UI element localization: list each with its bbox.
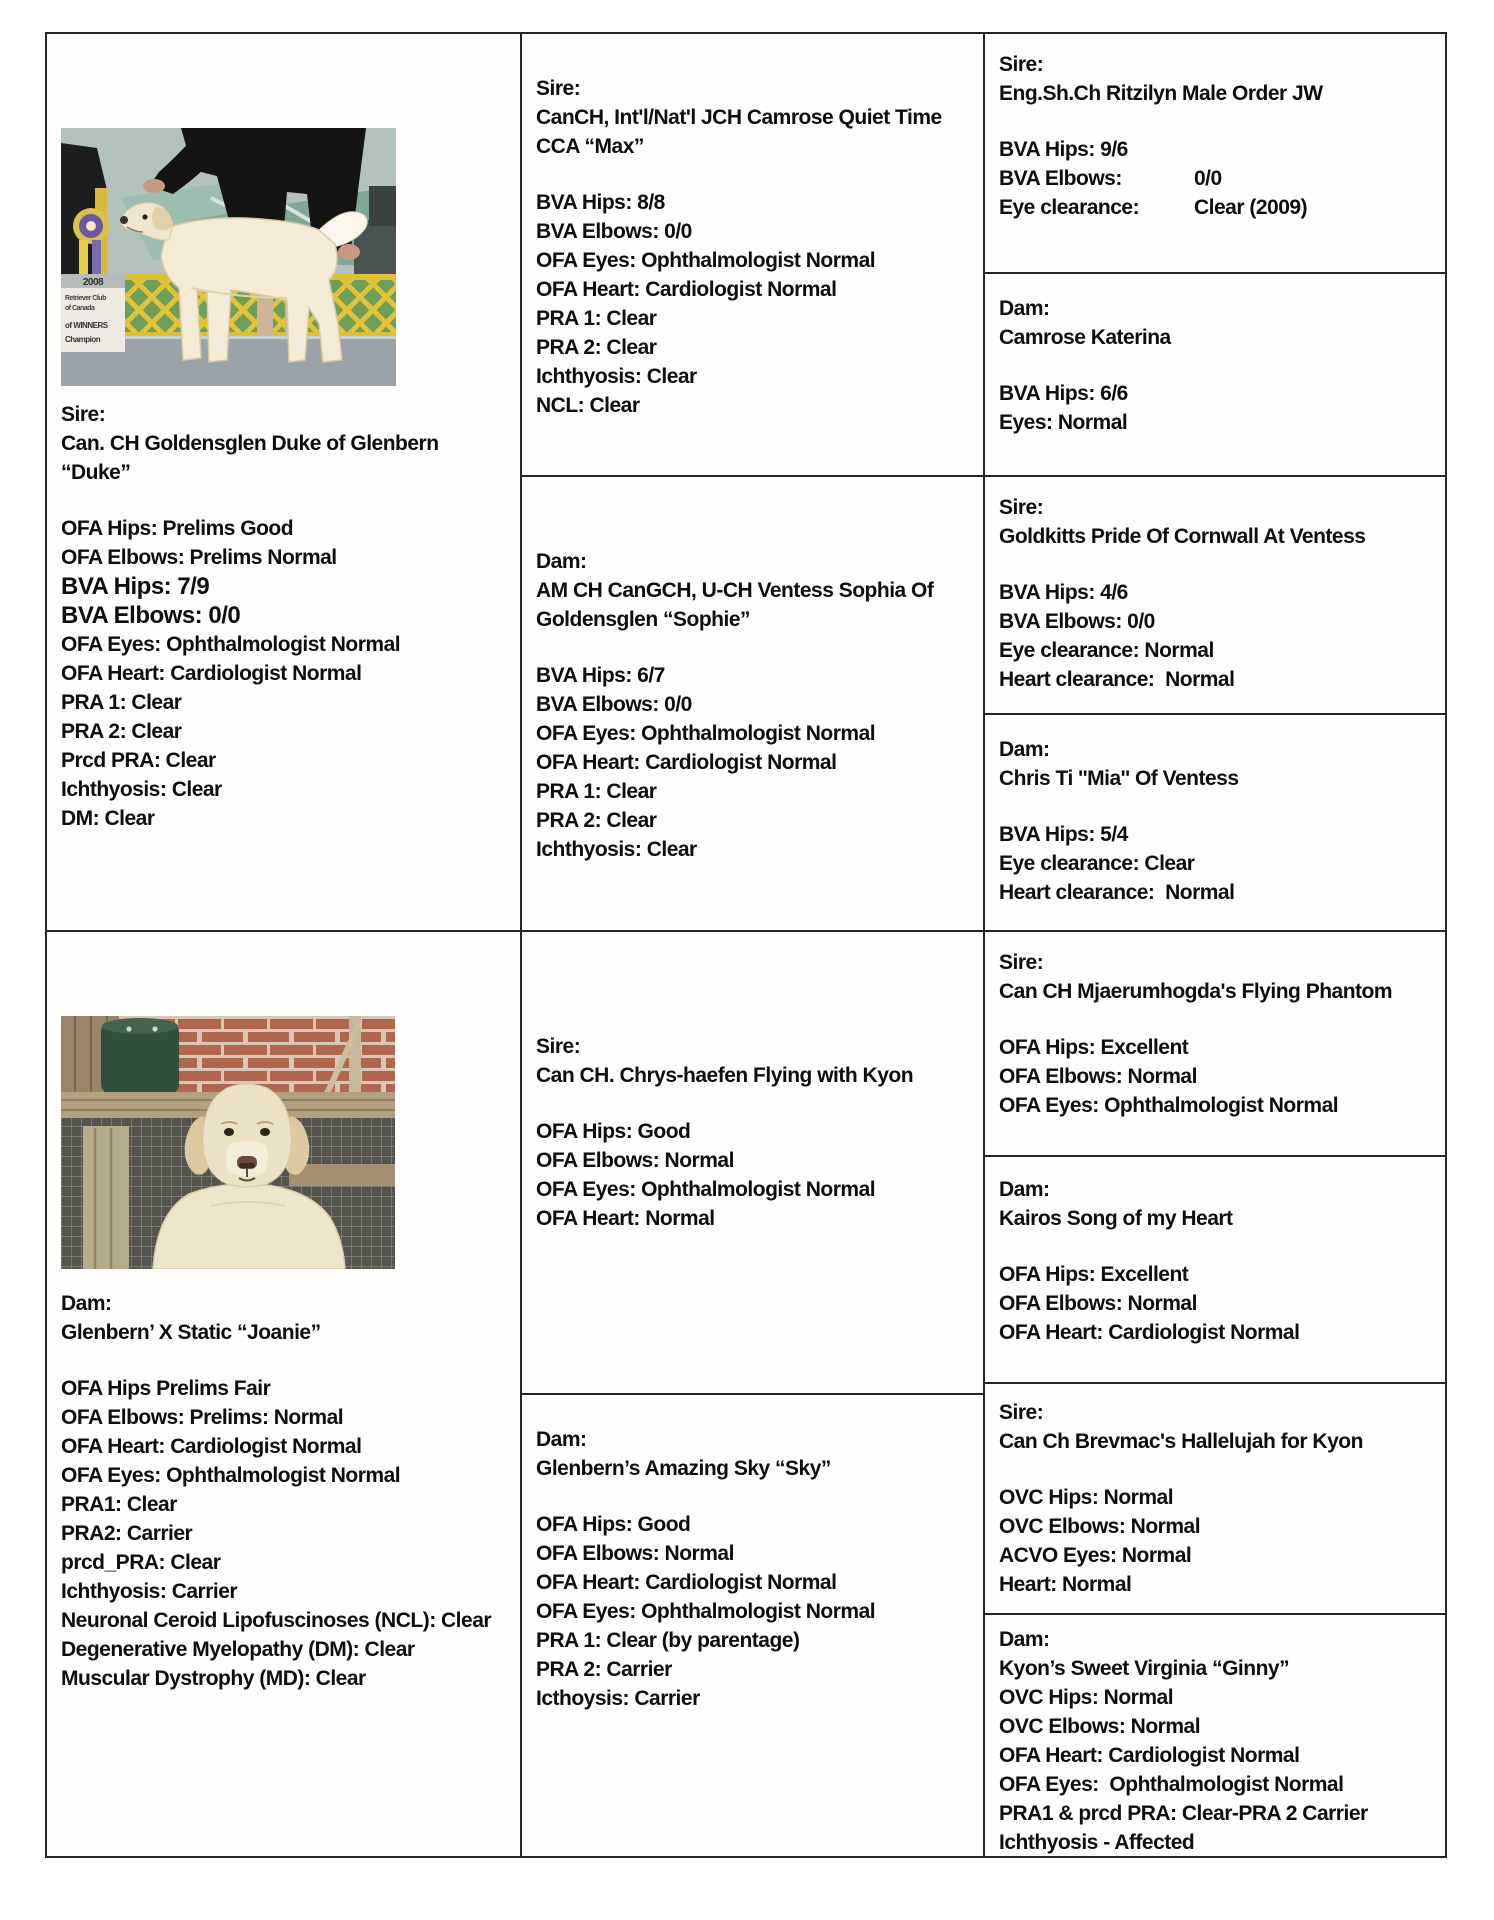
clearance-line: OFA Heart: Cardiologist Normal <box>536 751 837 774</box>
spacer <box>61 1347 516 1374</box>
fence-post <box>83 1126 129 1269</box>
svg-text:Retriever Club: Retriever Club <box>65 295 106 302</box>
dog-name: Can CH. Chrys-haefen Flying with Kyon <box>536 1064 914 1087</box>
cell-sire-sire-sire <box>983 34 1445 272</box>
clearance-line: OFA Heart: Cardiologist Normal <box>61 1435 362 1458</box>
dog-name: Can Ch Brevmac's Hallelujah for Kyon <box>999 1430 1363 1453</box>
relation-heading: Sire: <box>61 403 106 426</box>
dog-name: Can CH Mjaerumhogda's Flying Phantom <box>999 980 1393 1003</box>
spacer <box>999 108 1439 135</box>
clearance-line: OFA Heart: Cardiologist Normal <box>61 662 362 685</box>
clearance-line: BVA Elbows: 0/0 <box>536 220 692 243</box>
clearance-line: OFA Hips: Excellent <box>999 1263 1189 1286</box>
clearance-line: OFA Elbows: Normal <box>999 1065 1197 1088</box>
dog-name: Camrose Katerina <box>999 326 1171 349</box>
cell-dam <box>47 930 522 1856</box>
clearance-line: PRA 2: Clear <box>536 336 657 359</box>
clearance-line: BVA Elbows: 0/0 <box>61 602 241 629</box>
dog-name: Eng.Sh.Ch Ritzilyn Male Order JW <box>999 82 1323 105</box>
clearance-line: OFA Elbows: Prelims Normal <box>61 546 337 569</box>
clearance-line: OFA Eyes: Ophthalmologist Normal <box>536 722 876 745</box>
clearance-line: BVA Hips: 5/4 <box>999 823 1128 846</box>
clearance-line: prcd_PRA: Clear <box>61 1551 221 1574</box>
winners-sign <box>61 274 125 352</box>
cell-dam-sire <box>520 930 983 1393</box>
clearance-line: OFA Eyes: Ophthalmologist Normal <box>61 633 401 656</box>
sire-photo <box>61 128 396 386</box>
relation-heading: Sire: <box>999 53 1044 76</box>
relation-heading: Dam: <box>999 738 1050 761</box>
pedigree-table <box>45 32 1447 1858</box>
clearance-line: OFA Elbows: Normal <box>999 1292 1197 1315</box>
dog-name: Goldkitts Pride Of Cornwall At Ventess <box>999 525 1366 548</box>
spacer <box>999 1006 1439 1033</box>
clearance-line: PRA 2: Carrier <box>536 1658 672 1681</box>
clearance-line: PRA1: Clear <box>61 1493 177 1516</box>
relation-heading: Sire: <box>536 77 581 100</box>
cell-sire-dam-sire <box>983 475 1445 713</box>
clearance-line: BVA Elbows: 0/0 <box>536 693 692 716</box>
spacer <box>999 352 1439 379</box>
clearance-value: Clear (2009) <box>1194 196 1308 219</box>
cell-dam-sire-sire <box>983 930 1445 1155</box>
clearance-line: BVA Hips: 7/9 <box>61 573 210 600</box>
relation-heading: Sire: <box>999 951 1044 974</box>
clearance-label: BVA Elbows: <box>999 167 1122 190</box>
clearance-line: OVC Elbows: Normal <box>999 1515 1201 1538</box>
dog-name: Goldensglen “Sophie” <box>536 608 751 631</box>
clearance-line: OFA Eyes: Ophthalmologist Normal <box>61 1464 401 1487</box>
clearance-line: Ichthyosis - Affected <box>999 1831 1195 1854</box>
cell-dam-dam-sire <box>983 1382 1445 1613</box>
clearance-line: Heart: Normal <box>999 1573 1132 1596</box>
spacer <box>536 1090 977 1117</box>
clearance-line: Neuronal Ceroid Lipofuscinoses (NCL): Clear <box>61 1609 492 1632</box>
clearance-line: Eye clearance: Clear <box>999 852 1195 875</box>
clearance-line: PRA 1: Clear <box>536 780 657 803</box>
spacer <box>999 1456 1439 1483</box>
dog-name: Kairos Song of my Heart <box>999 1207 1233 1230</box>
relation-heading: Dam: <box>999 297 1050 320</box>
clearance-line: Prcd PRA: Clear <box>61 749 216 772</box>
clearance-line: PRA2: Carrier <box>61 1522 193 1545</box>
clearance-line: OFA Heart: Cardiologist Normal <box>536 1571 837 1594</box>
clearance-line: BVA Hips: 4/6 <box>999 581 1128 604</box>
spacer <box>999 551 1439 578</box>
relation-heading: Sire: <box>999 496 1044 519</box>
clearance-line: OFA Eyes: Ophthalmologist Normal <box>536 1600 876 1623</box>
clearance-line: OFA Eyes: Ophthalmologist Normal <box>536 1178 876 1201</box>
clearance-line: BVA Hips: 6/7 <box>536 664 665 687</box>
dog-name: CanCH, Int'l/Nat'l JCH Camrose Quiet Time <box>536 106 942 129</box>
dog-name: Chris Ti ''Mia'' Of Ventess <box>999 767 1239 790</box>
dog-name: Kyon’s Sweet Virginia “Ginny” <box>999 1657 1290 1680</box>
relation-heading: Dam: <box>536 550 587 573</box>
clearance-line: OFA Eyes: Ophthalmologist Normal <box>999 1773 1344 1796</box>
cell-dam-dam <box>520 1393 983 1856</box>
clearance-line: OFA Hips: Good <box>536 1120 691 1143</box>
dog-name: Can. CH Goldensglen Duke of Glenbern <box>61 432 439 455</box>
clearance-line: OFA Hips Prelims Fair <box>61 1377 271 1400</box>
clearance-value: 0/0 <box>1194 167 1222 190</box>
dog-name: CCA “Max” <box>536 135 644 158</box>
clearance-line <box>999 193 1439 222</box>
clearance-line: OFA Elbows: Prelims: Normal <box>61 1406 344 1429</box>
clearance-line: OFA Eyes: Ophthalmologist Normal <box>536 249 876 272</box>
clearance-line: Ichthyosis: Clear <box>61 778 222 801</box>
svg-text:Champion: Champion <box>65 335 101 344</box>
clearance-line: NCL: Clear <box>536 394 640 417</box>
dog-name: Glenbern’ X Static “Joanie” <box>61 1321 321 1344</box>
clearance-line: PRA 1: Clear <box>61 691 182 714</box>
clearance-line: Degenerative Myelopathy (DM): Clear <box>61 1638 415 1661</box>
clearance-line: Icthoysis: Carrier <box>536 1687 700 1710</box>
dog-name: AM CH CanGCH, U-CH Ventess Sophia Of <box>536 579 934 602</box>
clearance-line: PRA1 & prcd PRA: Clear-PRA 2 Carrier <box>999 1802 1368 1825</box>
clearance-line: ACVO Eyes: Normal <box>999 1544 1192 1567</box>
relation-heading: Sire: <box>999 1401 1044 1424</box>
cell-sire-dam <box>520 475 983 930</box>
clearance-line: OFA Hips: Prelims Good <box>61 517 294 540</box>
dog-name: Glenbern’s Amazing Sky “Sky” <box>536 1457 831 1480</box>
relation-heading: Dam: <box>999 1178 1050 1201</box>
spacer <box>999 1233 1439 1260</box>
spacer <box>536 1483 977 1510</box>
spacer <box>536 161 977 188</box>
clearance-line: Eye clearance: Normal <box>999 639 1214 662</box>
clearance-line: BVA Hips: 9/6 <box>999 138 1128 161</box>
clearance-line: Ichthyosis: Clear <box>536 365 697 388</box>
clearance-line: Muscular Dystrophy (MD): Clear <box>61 1667 366 1690</box>
cell-dam-dam-dam <box>983 1613 1445 1856</box>
relation-heading: Sire: <box>536 1035 581 1058</box>
clearance-line: OFA Hips: Excellent <box>999 1036 1189 1059</box>
clearance-line: BVA Hips: 6/6 <box>999 382 1128 405</box>
clearance-line: OFA Elbows: Normal <box>536 1542 734 1565</box>
cell-sire-sire-dam <box>983 272 1445 475</box>
clearance-line: Ichthyosis: Carrier <box>61 1580 238 1603</box>
clearance-line: OVC Hips: Normal <box>999 1486 1174 1509</box>
clearance-line: Heart clearance: Normal <box>999 668 1235 691</box>
clearance-line: OFA Elbows: Normal <box>536 1149 734 1172</box>
clearance-line: PRA 1: Clear <box>536 307 657 330</box>
relation-heading: Dam: <box>536 1428 587 1451</box>
clearance-line: PRA 1: Clear (by parentage) <box>536 1629 800 1652</box>
cell-sire-dam-dam <box>983 713 1445 930</box>
dog-name: “Duke” <box>61 461 131 484</box>
clearance-line: OFA Heart: Normal <box>536 1207 715 1230</box>
clearance-line: Eyes: Normal <box>999 411 1128 434</box>
clearance-line: OFA Heart: Cardiologist Normal <box>999 1744 1300 1767</box>
clearance-line: OFA Heart: Cardiologist Normal <box>999 1321 1300 1344</box>
clearance-line: Heart clearance: Normal <box>999 881 1235 904</box>
clearance-line: DM: Clear <box>61 807 155 830</box>
clearance-line: OVC Hips: Normal <box>999 1686 1174 1709</box>
relation-heading: Dam: <box>999 1628 1050 1651</box>
clearance-line: Ichthyosis: Clear <box>536 838 697 861</box>
clearance-line: BVA Elbows: 0/0 <box>999 610 1155 633</box>
clearance-label: Eye clearance: <box>999 196 1140 219</box>
svg-text:of Canada: of Canada <box>65 305 95 312</box>
dam-photo <box>61 1016 395 1269</box>
clearance-line: OVC Elbows: Normal <box>999 1715 1201 1738</box>
cell-dam-sire-dam <box>983 1155 1445 1382</box>
clearance-line: BVA Hips: 8/8 <box>536 191 665 214</box>
clearance-line: PRA 2: Clear <box>61 720 182 743</box>
clearance-line: OFA Eyes: Ophthalmologist Normal <box>999 1094 1339 1117</box>
relation-heading: Dam: <box>61 1292 112 1315</box>
clearance-line: OFA Heart: Cardiologist Normal <box>536 278 837 301</box>
clearance-line: OFA Hips: Good <box>536 1513 691 1536</box>
clearance-line: PRA 2: Clear <box>536 809 657 832</box>
clearance-line <box>999 164 1439 193</box>
spacer <box>536 634 977 661</box>
svg-text:of WINNERS: of WINNERS <box>65 321 108 330</box>
cell-sire <box>47 34 522 930</box>
cell-sire-sire <box>520 34 983 475</box>
spacer <box>999 793 1439 820</box>
svg-text:2008: 2008 <box>82 277 104 288</box>
barrel <box>101 1018 179 1094</box>
spacer <box>61 487 516 514</box>
